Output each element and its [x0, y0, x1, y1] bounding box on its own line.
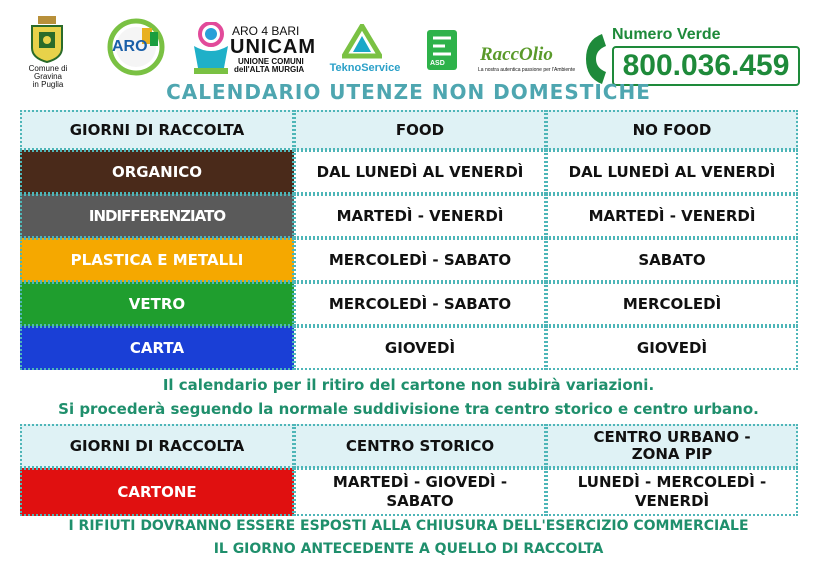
table-row — [20, 150, 798, 194]
cell-no-food: MARTEDÌ - VENERDÌ — [546, 194, 798, 238]
unicam-figure-icon — [190, 22, 232, 76]
aro-logo-text: ARO — [112, 38, 148, 55]
table-row — [20, 282, 798, 326]
cell-food: GIOVEDÌ — [294, 326, 546, 370]
table-row — [20, 238, 798, 282]
table-row — [20, 326, 798, 370]
comune-label-line-2: Gravina — [33, 72, 62, 81]
phone-icon — [582, 32, 610, 86]
category-cartone: CARTONE — [20, 468, 294, 516]
table-row — [20, 194, 798, 238]
numero-verde-label: Numero Verde — [612, 26, 721, 43]
asd-label: ASD — [430, 60, 445, 67]
category-carta: CARTA — [20, 326, 294, 370]
cell-food: MARTEDÌ - VENERDÌ — [294, 194, 546, 238]
cell-no-food: GIOVEDÌ — [546, 326, 798, 370]
comune-label-line-3: in Puglia — [32, 80, 64, 89]
category-organico: ORGANICO — [20, 150, 294, 194]
cell-food: DAL LUNEDÌ AL VENERDÌ — [294, 150, 546, 194]
cell-centro-urbano — [546, 468, 798, 516]
aro4-bari-label: ARO 4 BARI — [232, 24, 300, 38]
cell-food: MERCOLEDÌ - SABATO — [294, 282, 546, 326]
bottom-notice-line-2: IL GIORNO ANTECEDENTE A QUELLO DI RACCOLTA — [213, 541, 604, 557]
raccolio-label: RaccOlio — [480, 44, 553, 65]
cartone-header-row — [20, 424, 798, 468]
category-indifferenziato: INDIFFERENZIATO — [20, 194, 294, 238]
cell-centro-urbano-line-1: LUNEDÌ - MERCOLEDÌ - — [577, 473, 767, 491]
header-centro-storico: CENTRO STORICO — [294, 424, 546, 468]
cell-food: MERCOLEDÌ - SABATO — [294, 238, 546, 282]
numero-verde-number: 800.036.459 — [612, 46, 800, 86]
comune-label-line-1: Comune di — [28, 64, 68, 73]
cartone-note-line-2: Si procederà seguendo la normale suddivisione tra centro storico e centro urbano. — [58, 400, 759, 418]
cartone-table — [20, 424, 798, 516]
cell-centro-urbano-line-2: VENERDÌ — [634, 492, 710, 510]
raccolio-tagline: La nostra autentica passione per l'Ambiente — [478, 67, 576, 73]
bottom-notice-line-1: I RIFIUTI DOVRANNO ESSERE ESPOSTI ALLA CHIUSURA DELL'ESERCIZIO COMMERCIALE — [68, 518, 749, 534]
cell-no-food: SABATO — [546, 238, 798, 282]
header-centro-urbano — [546, 424, 798, 468]
category-vetro: VETRO — [20, 282, 294, 326]
cell-no-food: DAL LUNEDÌ AL VENERDÌ — [546, 150, 798, 194]
unicam-label: UNICAM — [230, 36, 316, 58]
unione-comuni-label: UNIONE COMUNI — [238, 57, 304, 66]
header-giorni: GIORNI DI RACCOLTA — [20, 110, 294, 150]
cell-no-food: MERCOLEDÌ — [546, 282, 798, 326]
cell-centro-storico-line-2: SABATO — [386, 492, 454, 510]
cell-centro-storico-line-1: MARTEDÌ - GIOVEDÌ - — [332, 473, 508, 491]
header-food: FOOD — [294, 110, 546, 150]
header-giorni: GIORNI DI RACCOLTA — [20, 424, 294, 468]
header-logos — [0, 0, 817, 89]
header-no-food: NO FOOD — [546, 110, 798, 150]
schedule-header-row — [20, 110, 798, 150]
header-centro-urbano-line-1: CENTRO URBANO - — [593, 428, 751, 446]
comune-coat-of-arms-icon — [24, 14, 70, 64]
tekno-recycle-icon — [342, 24, 382, 60]
alta-murgia-label: dell'ALTA MURGIA — [234, 65, 305, 74]
schedule-table — [20, 110, 798, 370]
header-zona-pip: ZONA PIP — [631, 445, 713, 463]
cell-centro-storico — [294, 468, 546, 516]
cartone-note-line-1: Il calendario per il ritiro del cartone non subirà variazioni. — [162, 376, 655, 394]
table-row — [20, 468, 798, 516]
category-plastica-metalli: PLASTICA E METALLI — [20, 238, 294, 282]
teknoservice-label: TeknoService — [329, 62, 401, 74]
page-title: CALENDARIO UTENZE NON DOMESTICHE — [166, 80, 651, 104]
